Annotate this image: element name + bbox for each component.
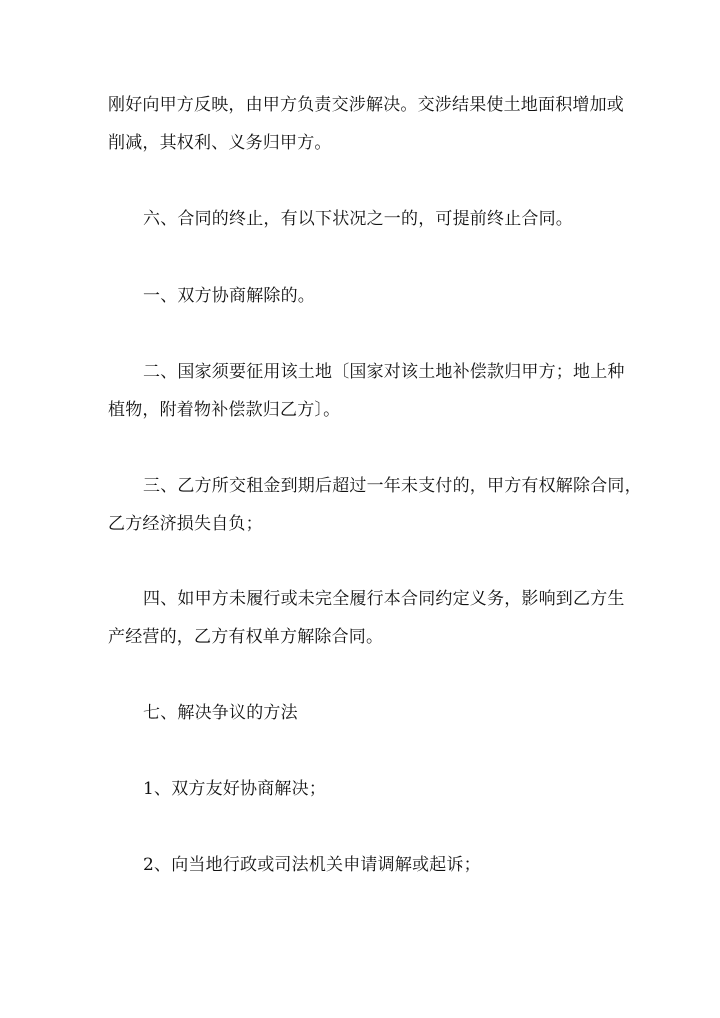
dispute-method-mediation-litigation <box>108 846 618 884</box>
paragraph-line: 四、如甲方未履行或未完全履行本合同约定义务，影响到乙方生 <box>143 589 625 609</box>
clause-state-requisition <box>108 353 625 429</box>
paragraph-line: 植物，附着物补偿款归乙方〕。 <box>108 400 341 420</box>
paragraph-line: 刚好向甲方反映，由甲方负责交涉解决。交涉结果使土地面积增加或 <box>108 95 624 115</box>
section-heading-termination <box>108 200 618 238</box>
paragraph-line: 2、向当地行政或司法机关申请调解或起诉； <box>143 855 481 875</box>
clause-unpaid-rent <box>108 467 642 543</box>
paragraph-line: 六、合同的终止，有以下状况之一的，可提前终止合同。 <box>143 209 573 229</box>
section-heading-dispute-resolution <box>108 694 618 732</box>
paragraph-line: 产经营的，乙方有权单方解除合同。 <box>108 627 384 647</box>
paragraph-line: 二、国家须要征用该土地〔国家对该土地补偿款归甲方；地上种 <box>143 362 625 382</box>
paragraph-line: 1、双方友好协商解决； <box>143 779 327 799</box>
paragraph-line: 三、乙方所交租金到期后超过一年未支付的，甲方有权解除合同， <box>143 476 642 496</box>
clause-party-a-breach <box>108 580 625 656</box>
clause-mutual-agreement <box>108 277 618 315</box>
paragraph-line: 一、双方协商解除的。 <box>143 286 315 306</box>
paragraph-line: 削减，其权利、义务归甲方。 <box>108 133 332 153</box>
paragraph-line: 乙方经济损失自负； <box>108 514 263 534</box>
dispute-method-negotiation <box>108 770 618 808</box>
paragraph-line: 七、解决争议的方法 <box>143 703 298 723</box>
paragraph-land-area-continuation <box>108 86 624 162</box>
